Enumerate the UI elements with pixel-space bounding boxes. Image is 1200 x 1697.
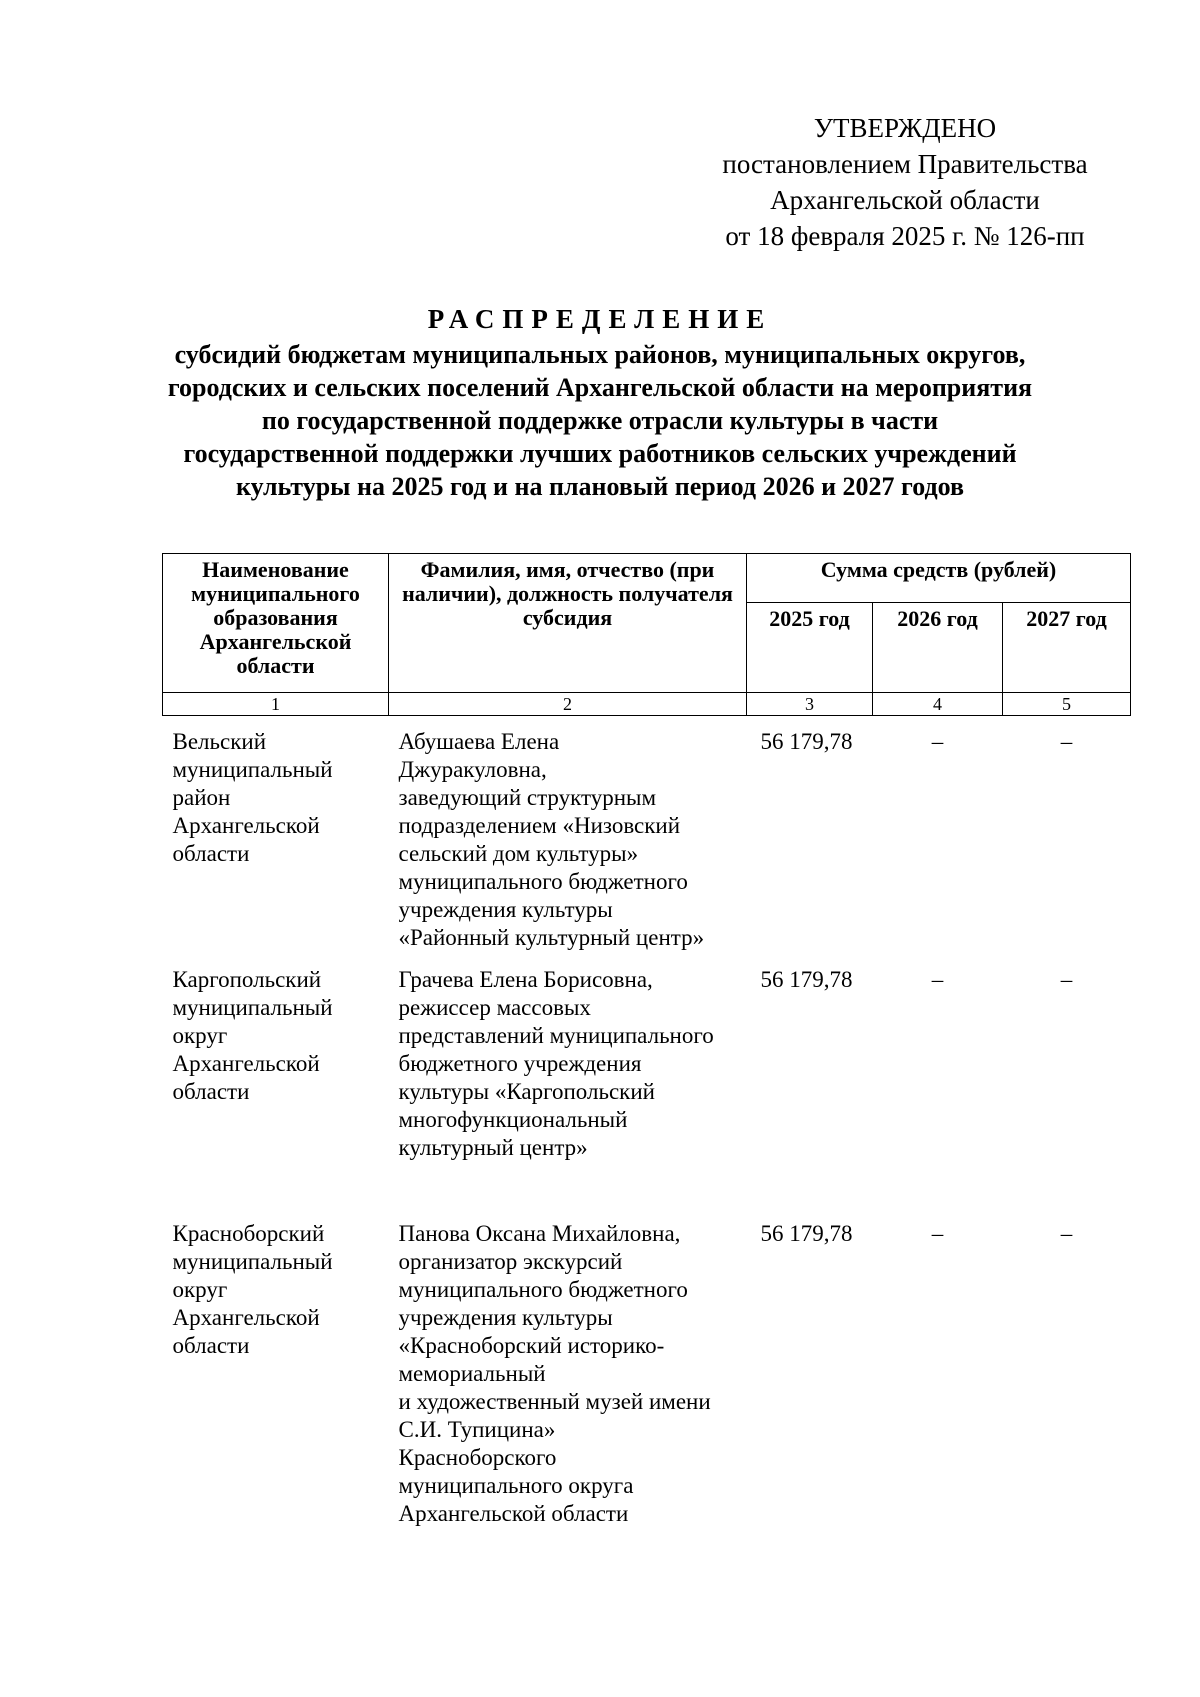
- column-number: 2: [389, 693, 747, 716]
- amount-2025: 56 179,78: [760, 967, 853, 992]
- header-recipient: Фамилия, имя, отчество (при наличии), должность получателя субсидия: [389, 554, 747, 693]
- recipient-cell: Грачева Елена Борисовна, режиссер массовых представлений муниципального бюджетного учреждения культуры «Каргопольский многофункциональный культурный центр»: [398, 967, 714, 1160]
- amount-2025: 56 179,78: [760, 729, 853, 754]
- column-number: 4: [873, 693, 1003, 716]
- municipality-cell: Каргопольский муниципальный округ Архангельской области: [172, 967, 333, 1104]
- header-2026: 2026 год: [873, 603, 1003, 693]
- column-number: 5: [1003, 693, 1131, 716]
- amount-2027: –: [1060, 1221, 1073, 1246]
- approval-region: Архангельской области: [770, 185, 1040, 215]
- approval-title: УТВЕРЖДЕНО: [813, 113, 997, 143]
- heading-line-2: городских и сельских поселений Архангельской области на мероприятия: [167, 373, 1033, 402]
- table-row: [163, 966, 1131, 1162]
- heading-line-1: субсидий бюджетам муниципальных районов, муниципальных округов,: [174, 340, 1026, 369]
- table-row: [163, 1220, 1131, 1528]
- table-body: [163, 716, 1131, 1529]
- approval-stamp: [690, 110, 1120, 254]
- heading-line-3: по государственной поддержке отрасли культуры в части: [261, 406, 939, 435]
- heading-line-5: культуры на 2025 год и на плановый период 2026 и 2027 годов: [235, 472, 965, 501]
- approval-date: от 18 февраля 2025 г. № 126-пп: [725, 221, 1085, 251]
- header-2025: 2025 год: [747, 603, 873, 693]
- municipality-cell: Красноборский муниципальный округ Архангельской области: [172, 1221, 333, 1358]
- amount-2026: –: [931, 967, 944, 992]
- approval-issuer: постановлением Правительства: [722, 149, 1088, 179]
- document-title: РАСПРЕДЕЛЕНИЕ: [427, 304, 773, 334]
- amount-2027: –: [1060, 967, 1073, 992]
- column-number: 3: [747, 693, 873, 716]
- table-row: [163, 716, 1131, 953]
- header-municipality: Наименование муниципального образования Архангельской области: [163, 554, 389, 693]
- municipality-cell: Вельский муниципальный район Архангельской области: [172, 729, 333, 866]
- header-amount-group: Сумма средств (рублей): [747, 554, 1131, 603]
- recipient-cell: Абушаева Елена Джуракуловна, заведующий структурным подразделением «Низовский сельский дом культуры» муниципального бюджетного учреждения культуры «Районный культурный центр»: [398, 729, 705, 950]
- amount-2026: –: [931, 729, 944, 754]
- amount-2027: –: [1060, 729, 1073, 754]
- column-number: 1: [163, 693, 389, 716]
- header-2027: 2027 год: [1003, 603, 1131, 693]
- recipient-cell: Панова Оксана Михайловна, организатор экскурсий муниципального бюджетного учреждения культуры «Красноборский историко- мемориальный и художественный музей имени С.И. Тупицина» Красноборского муниципального округа Архангельской области: [398, 1221, 711, 1526]
- amount-2026: –: [931, 1221, 944, 1246]
- distribution-table: [162, 553, 1131, 1528]
- heading-line-4: государственной поддержки лучших работников сельских учреждений: [183, 439, 1017, 468]
- amount-2025: 56 179,78: [760, 1221, 853, 1246]
- document-heading: [150, 303, 1050, 503]
